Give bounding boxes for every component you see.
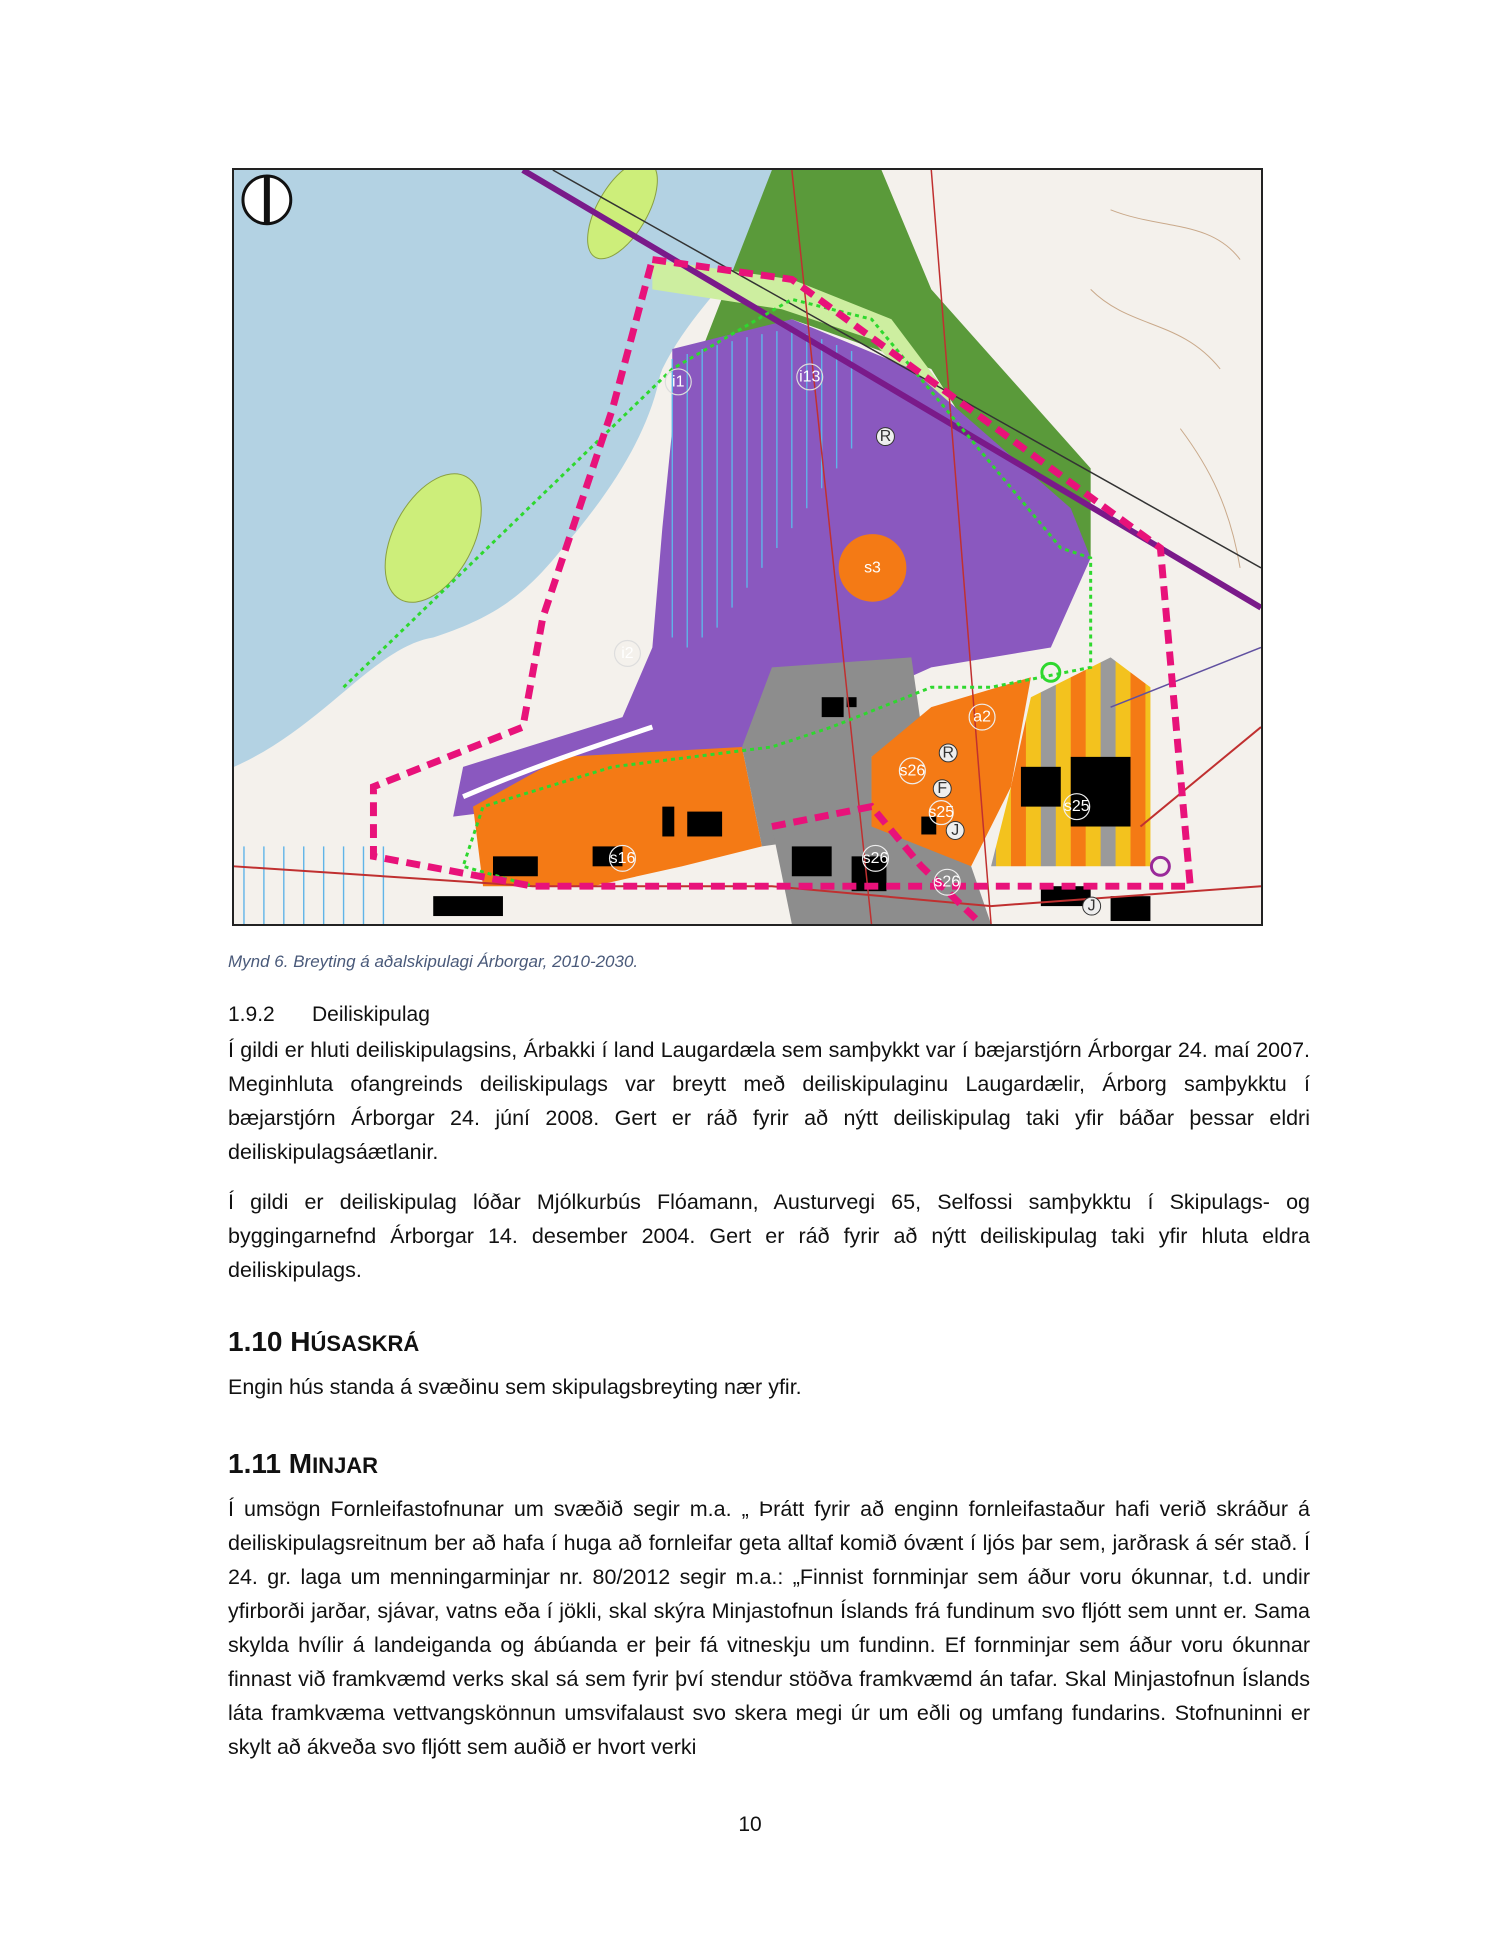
section-title: Deiliskipulag [312, 1003, 430, 1026]
zone-label: i13 [799, 368, 821, 386]
section-title-rest: INJAR [312, 1453, 379, 1478]
zone-label: s3 [864, 559, 881, 577]
zone-label: i2 [621, 644, 634, 662]
paragraph-husaskra: Engin hús standa á svæðinu sem skipulagsbreyting nær yfir. [228, 1375, 802, 1399]
section-number: 1.9.2 [228, 1003, 275, 1026]
zone-label: J [951, 822, 960, 839]
page-number: 10 [738, 1813, 762, 1836]
paragraph-deiliskipulag-1: Í gildi er hluti deiliskipulagsins, Árbakki í land Laugardæla sem samþykkt var í bæjarstjórn Árborgar 24. maí 2007. Meginhluta ofangreinds deiliskipulags var breytt með deiliskipulaginu Laugardælir, Árborg samþykktu í bæjarstjórn Árborgar 24. júní 2008. Gert er ráð fyrir að nýtt deiliskipulag taki yfir báðar þessar eldri deiliskipulagsáætlanir. [228, 1038, 1310, 1164]
section-title-initial: H [290, 1326, 311, 1357]
zone-label: s26 [934, 873, 961, 891]
zone-label: s16 [609, 849, 636, 867]
section-title-rest: ÚSASKRÁ [310, 1331, 420, 1356]
zone-label: a2 [973, 708, 991, 726]
zone-label: s25 [1063, 798, 1090, 816]
paragraph-deiliskipulag-2: Í gildi er deiliskipulag lóðar Mjólkurbús Flóamann, Austurvegi 65, Selfossi samþykktu í Skipulags- og byggingarnefnd Árborgar 14. desember 2004. Gert er ráð fyrir að nýtt deiliskipulag taki yfir hluta eldra deiliskipulags. [228, 1190, 1310, 1282]
zone-label: s26 [862, 849, 889, 867]
zone-label: F [937, 780, 948, 798]
section-number: 1.11 [228, 1448, 281, 1479]
zone-label: s25 [928, 804, 955, 822]
zone-label: R [879, 428, 892, 446]
zoning-map-figure [232, 168, 1263, 926]
section-number: 1.10 [228, 1326, 283, 1357]
north-arrow-icon [243, 176, 291, 224]
zone-label: R [942, 744, 954, 762]
zone-label: s26 [899, 762, 926, 780]
section-heading-1-9-2 [228, 1003, 430, 1027]
paragraph-minjar: Í umsögn Fornleifastofnunar um svæðið segir m.a. „ Þrátt fyrir að enginn fornleifastaður hafi verið skráður á deiliskipulagsreitnum ber að hafa í huga að fornleifar geta alltaf komið óvænt í ljós þar sem, jarðrask á sér stað. Í 24. gr. laga um menningarminjar nr. 80/2012 segir m.a.: „Finnist fornminjar sem áður voru ókunnar, t.d. undir yfirborði jarðar, sjávar, vatns eða í jökli, skal skýra Minjastofnun Íslands frá fundinum svo fljótt sem unnt er. Sama skylda hvílir á landeiganda og ábúanda er þeir fá vitneskju um fundinn. Ef fornminjar sem áður voru ókunnar finnast við framkvæmd verks skal sá sem fyrir því stendur stöðva framkvæmd án tafar. Skal Minjastofnun Íslands láta framkvæma vettvangskönnun umsvifalaust svo skera megi úr um eðli og umfang fundarins. Stofnuninni er skylt að ákveða svo fljótt sem auðið er hvort verki [228, 1497, 1310, 1759]
section-title-initial: M [288, 1448, 313, 1479]
zoning-map [234, 170, 1261, 924]
zone-label: i1 [672, 373, 685, 391]
figure-caption: Mynd 6. Breyting á aðalskipulagi Árborgar, 2010-2030. [228, 952, 639, 971]
zone-label: J [1087, 897, 1096, 915]
section-heading-1-11 [228, 1448, 378, 1480]
section-heading-1-10 [228, 1326, 419, 1358]
